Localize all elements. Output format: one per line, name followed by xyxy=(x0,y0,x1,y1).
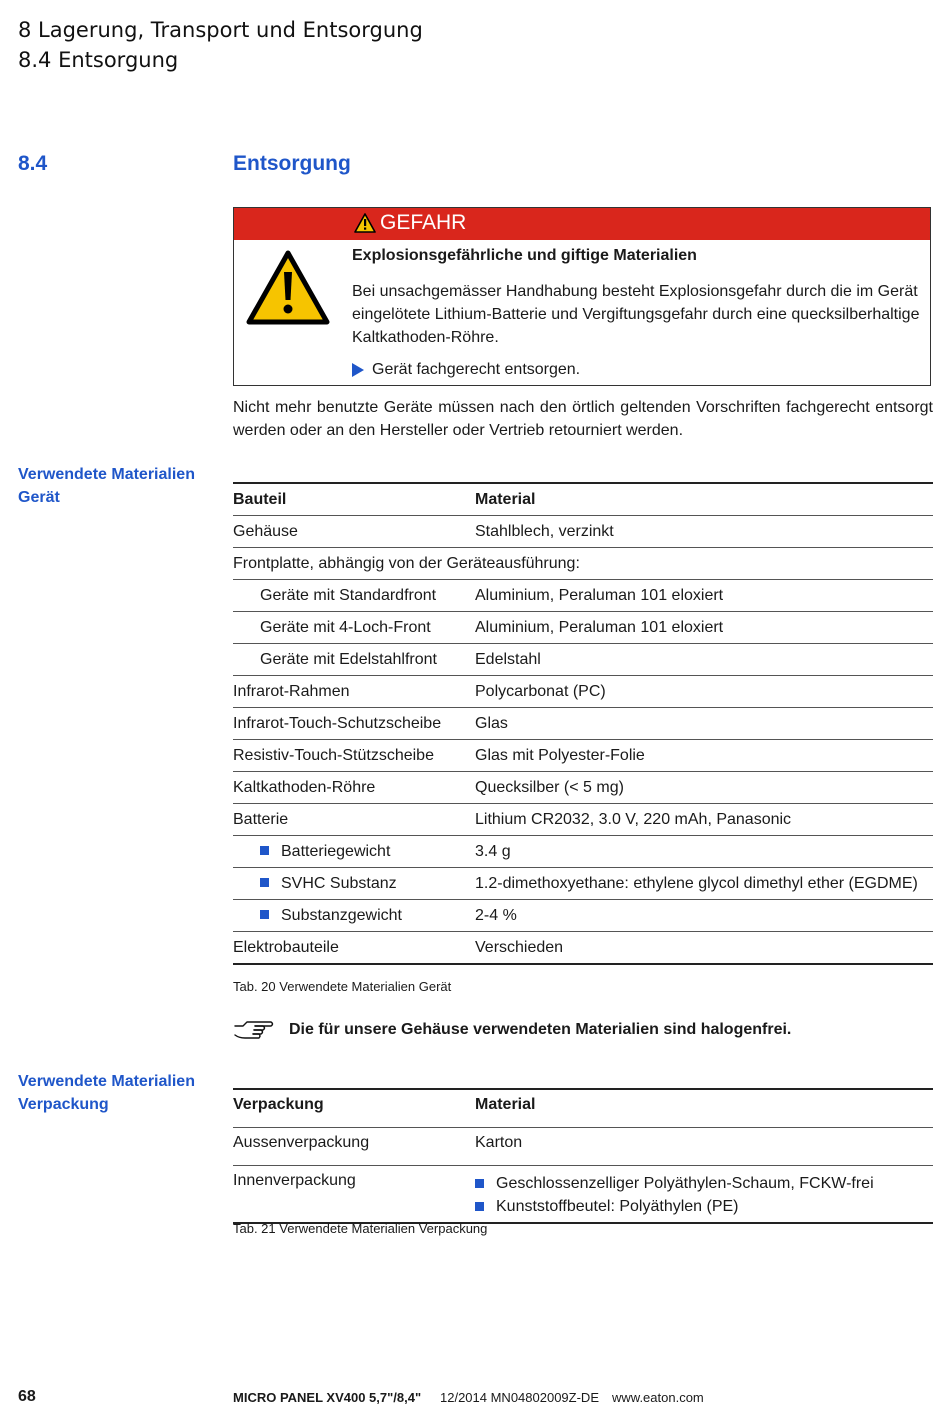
table-header-row: Verpackung Material xyxy=(233,1089,933,1128)
table-caption-packaging: Tab. 21 Verwendete Materialien Verpackung xyxy=(233,1221,488,1236)
list-item: Geschlossenzelliger Polyäthylen-Schaum, FCKW-frei xyxy=(475,1172,933,1195)
table-row: Aussenverpackung Karton xyxy=(233,1128,933,1166)
table-row: Frontplatte, abhängig von der Geräteausführung: xyxy=(233,548,933,580)
table-header-row: Bauteil Material xyxy=(233,483,933,516)
side-label-packaging: Verwendete Materialien Verpackung xyxy=(18,1073,195,1113)
arrow-right-icon xyxy=(352,363,364,377)
table-row: Innenverpackung Geschlossenzelliger Polyäthylen-Schaum, FCKW-frei Kunststoffbeutel: Polyäthylen (PE) xyxy=(233,1166,933,1224)
intro-paragraph: Nicht mehr benutzte Geräte müssen nach den örtlich geltenden Vorschriften fachgerecht entsorgt werden oder an den Hersteller oder Vertrieb retourniert werden. xyxy=(233,399,933,439)
warning-triangle-icon xyxy=(246,250,330,326)
table-caption-device: Tab. 20 Verwendete Materialien Gerät xyxy=(233,979,452,994)
note-text: Die für unsere Gehäuse verwendeten Materialien sind halogenfrei. xyxy=(289,1021,792,1038)
danger-bar xyxy=(234,208,930,240)
pointing-hand-icon xyxy=(233,1017,275,1043)
section-title: Entsorgung xyxy=(233,152,351,175)
bullet-square-icon xyxy=(260,910,269,919)
table-row: Geräte mit Standardfront Aluminium, Peraluman 101 eloxiert xyxy=(233,580,933,612)
bullet-square-icon xyxy=(260,878,269,887)
danger-subject: Explosionsgefährliche und giftige Materialien xyxy=(352,247,697,264)
table-row: Batteriegewicht 3.4 g xyxy=(233,836,933,868)
table-row: Infrarot-Touch-Schutzscheibe Glas xyxy=(233,708,933,740)
bullet-square-icon xyxy=(475,1179,484,1188)
danger-box xyxy=(233,207,931,386)
table-row: Kaltkathoden-Röhre Quecksilber (< 5 mg) xyxy=(233,772,933,804)
table-row: Batterie Lithium CR2032, 3.0 V, 220 mAh, Panasonic xyxy=(233,804,933,836)
table-row: Infrarot-Rahmen Polycarbonat (PC) xyxy=(233,676,933,708)
footer-url[interactable]: www.eaton.com xyxy=(612,1390,704,1405)
bullet-square-icon xyxy=(260,846,269,855)
footer-doc-id: 12/2014 MN04802009Z-DE xyxy=(440,1390,599,1405)
materials-packaging-table xyxy=(233,1088,933,1224)
section-header: 8.4 Entsorgung xyxy=(18,48,179,72)
section-number: 8.4 xyxy=(18,152,48,175)
danger-action-text: Gerät fachgerecht entsorgen. xyxy=(372,361,581,378)
danger-action xyxy=(352,361,580,379)
table-row: Gehäuse Stahlblech, verzinkt xyxy=(233,516,933,548)
table-row: Geräte mit 4-Loch-Front Aluminium, Peraluman 101 eloxiert xyxy=(233,612,933,644)
materials-device-table xyxy=(233,482,933,965)
chapter-header: 8 Lagerung, Transport und Entsorgung xyxy=(18,18,423,42)
table-row: SVHC Substanz 1.2-dimethoxyethane: ethylene glycol dimethyl ether (EGDME) xyxy=(233,868,933,900)
list-item: Kunststoffbeutel: Polyäthylen (PE) xyxy=(475,1195,933,1218)
page-number: 68 xyxy=(18,1388,36,1405)
table-row: Resistiv-Touch-Stützscheibe Glas mit Polyester-Folie xyxy=(233,740,933,772)
side-label-device: Verwendete Materialien Gerät xyxy=(18,466,195,506)
footer-product: MICRO PANEL XV400 5,7"/8,4" xyxy=(233,1390,422,1405)
table-row: Elektrobauteile Verschieden xyxy=(233,932,933,965)
note xyxy=(233,1017,791,1043)
danger-body: Bei unsachgemässer Handhabung besteht Explosionsgefahr durch die im Gerät eingelötete Lithium-Batterie und Vergiftungsgefahr durch eine quecksilberhaltige Kaltkathoden-Röhre. xyxy=(352,283,920,346)
danger-label: GEFAHR xyxy=(380,211,467,234)
table-row: Substanzgewicht 2-4 % xyxy=(233,900,933,932)
warning-small-icon xyxy=(354,213,376,233)
table-row: Geräte mit Edelstahlfront Edelstahl xyxy=(233,644,933,676)
bullet-square-icon xyxy=(475,1202,484,1211)
